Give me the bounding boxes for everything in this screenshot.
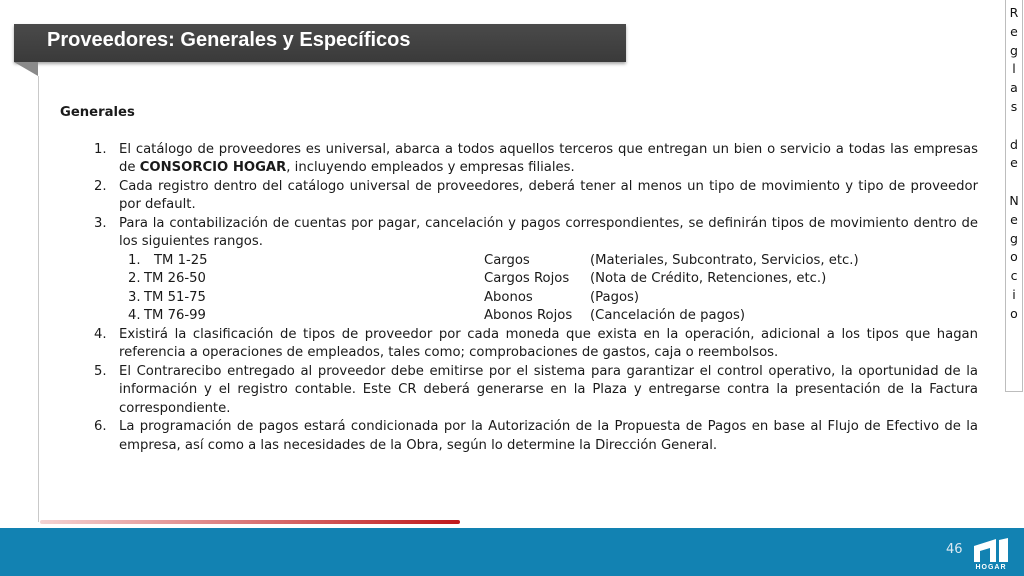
range-description: (Pagos) [590, 289, 640, 305]
side-label-char: e [1010, 23, 1018, 39]
range-code: TM 51-75 [144, 289, 206, 305]
item-number: 3. [94, 215, 107, 231]
side-label-char: d [1010, 136, 1018, 152]
range-category: Cargos Rojos [484, 271, 570, 286]
side-label-char: g [1010, 42, 1018, 58]
side-label-char: N [1009, 192, 1019, 208]
left-divider [38, 76, 39, 522]
side-label-char: a [1010, 80, 1018, 96]
item-number: 6. [94, 419, 107, 434]
item-text: , incluyendo empleados y empresas filiales. [286, 160, 575, 175]
title-banner [14, 24, 626, 62]
company-name: CONSORCIO HOGAR [139, 160, 287, 175]
side-label-char: c [1010, 268, 1018, 284]
item-text: El Contrarecibo entregado al proveedor debe emitirse por el sistema para garantizar el control operativo, la oportunidad de la información y el registro contable. Este CR deberá generarse en la Plaza y entregarse contra la presentación de la Factura correspondiente. [119, 363, 978, 416]
item-text: El catálogo de proveedores es universal, abarca a todos aquellos terceros que entregan un bien o servicio a todas las empresas de [119, 141, 978, 175]
range-code: TM 26-50 [144, 271, 206, 286]
page-number: 46 [946, 542, 963, 557]
range-number: 3. [128, 289, 141, 305]
slide-title: Proveedores: Generales y Específicos [47, 29, 411, 51]
item-text: Para la contabilización de cuentas por pagar, cancelación y pagos correspondientes, se definirán tipos de movimiento dentro de los siguientes rangos. [119, 215, 978, 249]
footer-bar [0, 528, 1024, 576]
range-description: (Materiales, Subcontrato, Servicios, etc.) [590, 252, 859, 268]
item-text: Cada registro dentro del catálogo universal de proveedores, deberá tener al menos un tipo de movimiento y tipo de proveedor por default. [119, 178, 978, 212]
range-category: Abonos Rojos [484, 308, 573, 323]
range-row [60, 252, 978, 271]
side-label-char: l [1012, 61, 1016, 77]
title-banner-fold [14, 62, 38, 76]
range-category: Cargos [484, 252, 530, 268]
range-number: 1. [128, 252, 141, 268]
side-label-char: R [1009, 5, 1019, 20]
side-label-char: o [1010, 249, 1018, 265]
footer-accent-line [40, 520, 460, 524]
list-item-5 [60, 363, 978, 419]
side-label-char: e [1010, 211, 1018, 227]
item-number: 5. [94, 363, 107, 379]
side-label-char: i [1012, 286, 1016, 302]
range-category: Abonos [484, 289, 533, 305]
section-heading: Generales [60, 105, 135, 120]
item-number: 2. [94, 178, 107, 194]
range-description: (Cancelación de pagos) [590, 308, 746, 323]
side-label-char: s [1010, 98, 1018, 114]
list-item-2 [60, 178, 978, 215]
side-label-box [1005, 0, 1023, 392]
item-number: 4. [94, 326, 107, 342]
list-item-4 [60, 326, 978, 363]
range-code: TM 76-99 [144, 308, 206, 323]
logo-text: HOGAR [975, 564, 1007, 571]
range-row [60, 270, 978, 289]
range-number: 2. [128, 271, 141, 286]
range-description: (Nota de Crédito, Retenciones, etc.) [590, 271, 827, 286]
list-item-3 [60, 215, 978, 252]
item-text: Existirá la clasificación de tipos de proveedor por cada moneda que exista en la operación, adicional a los tipos que hagan referencia a operaciones de empleados, tales como; comprobaciones de gastos, caja o reembolsos. [119, 326, 978, 360]
range-code: TM 1-25 [154, 252, 208, 268]
side-label-char: e [1010, 155, 1018, 171]
list-item-1 [60, 141, 978, 178]
side-label-char: g [1010, 230, 1018, 246]
item-number: 1. [94, 141, 107, 157]
list-item-6 [60, 418, 978, 455]
range-row [60, 307, 978, 326]
range-number: 4. [128, 308, 141, 323]
slide-content [60, 104, 978, 455]
range-row [60, 289, 978, 308]
item-text: La programación de pagos estará condicionada por la Autorización de la Propuesta de Pagos en base al Flujo de Efectivo de la empresa, así como a las necesidades de la Obra, según lo determine la Dirección General. [119, 419, 978, 453]
side-label-char: o [1010, 305, 1018, 321]
